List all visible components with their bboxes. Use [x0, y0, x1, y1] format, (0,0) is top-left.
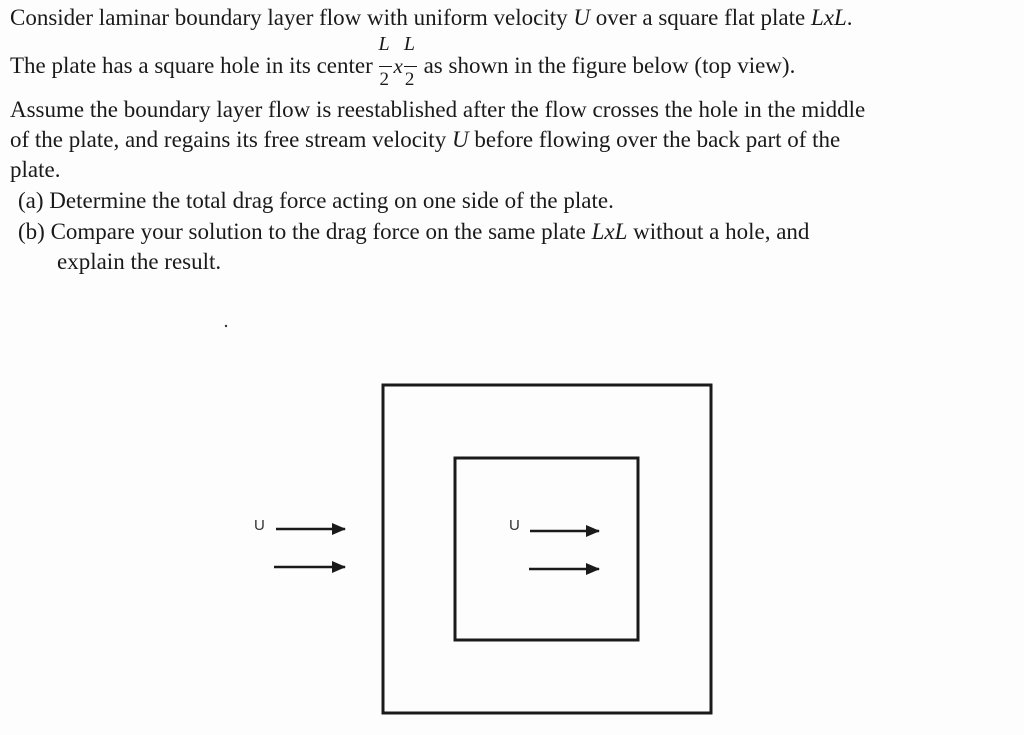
- fraction-numerator: L: [403, 32, 415, 55]
- part-b-continuation: explain the result.: [57, 249, 222, 274]
- problem-line-2: [10, 32, 796, 90]
- plate-dimension: LxL: [810, 5, 847, 30]
- speck-dot: [225, 325, 227, 327]
- problem-line-1: [10, 4, 853, 32]
- part-b-text-a: (b) Compare your solution to the drag force on the same plate: [18, 219, 592, 244]
- fraction-denominator: 2: [379, 68, 389, 90]
- problem-line-5: plate.: [10, 157, 61, 182]
- fraction-numerator: L: [378, 32, 390, 55]
- problem-line-3: Assume the boundary layer flow is reestablished after the flow crosses the hole in the middle: [10, 97, 866, 122]
- line2-text-a: The plate has a square hole in its center: [10, 53, 379, 78]
- line1-text-b: over a square flat plate: [590, 5, 811, 30]
- outer-velocity-label: U: [254, 517, 265, 534]
- velocity-symbol: U: [451, 127, 469, 152]
- line2-text-b: as shown in the figure below (top view).: [417, 53, 796, 78]
- fraction-denominator: 2: [404, 68, 415, 90]
- part-b: [18, 218, 809, 246]
- plate-dimension: LxL: [591, 219, 628, 244]
- velocity-symbol: U: [573, 5, 590, 30]
- fraction-bar: [379, 66, 392, 68]
- line1-text-a: Consider laminar boundary layer flow with uniform velocity: [10, 5, 574, 30]
- center-hole: [455, 458, 638, 640]
- inner-velocity-label: U: [509, 517, 520, 534]
- hole-fraction-1: [378, 32, 393, 90]
- line1-text-c: .: [846, 5, 853, 30]
- outer-plate: [383, 385, 711, 713]
- hole-fraction-2: [403, 32, 418, 90]
- times-symbol: x: [393, 54, 403, 78]
- part-b-text-b: without a hole, and: [627, 219, 810, 244]
- problem-line-4: [10, 126, 840, 154]
- fraction-bar: [404, 66, 417, 68]
- line4-text-b: before flowing over the back part of the: [468, 127, 841, 152]
- line4-text-a: of the plate, and regains its free stream velocity: [10, 127, 452, 152]
- part-a: (a) Determine the total drag force acting on one side of the plate.: [18, 188, 614, 213]
